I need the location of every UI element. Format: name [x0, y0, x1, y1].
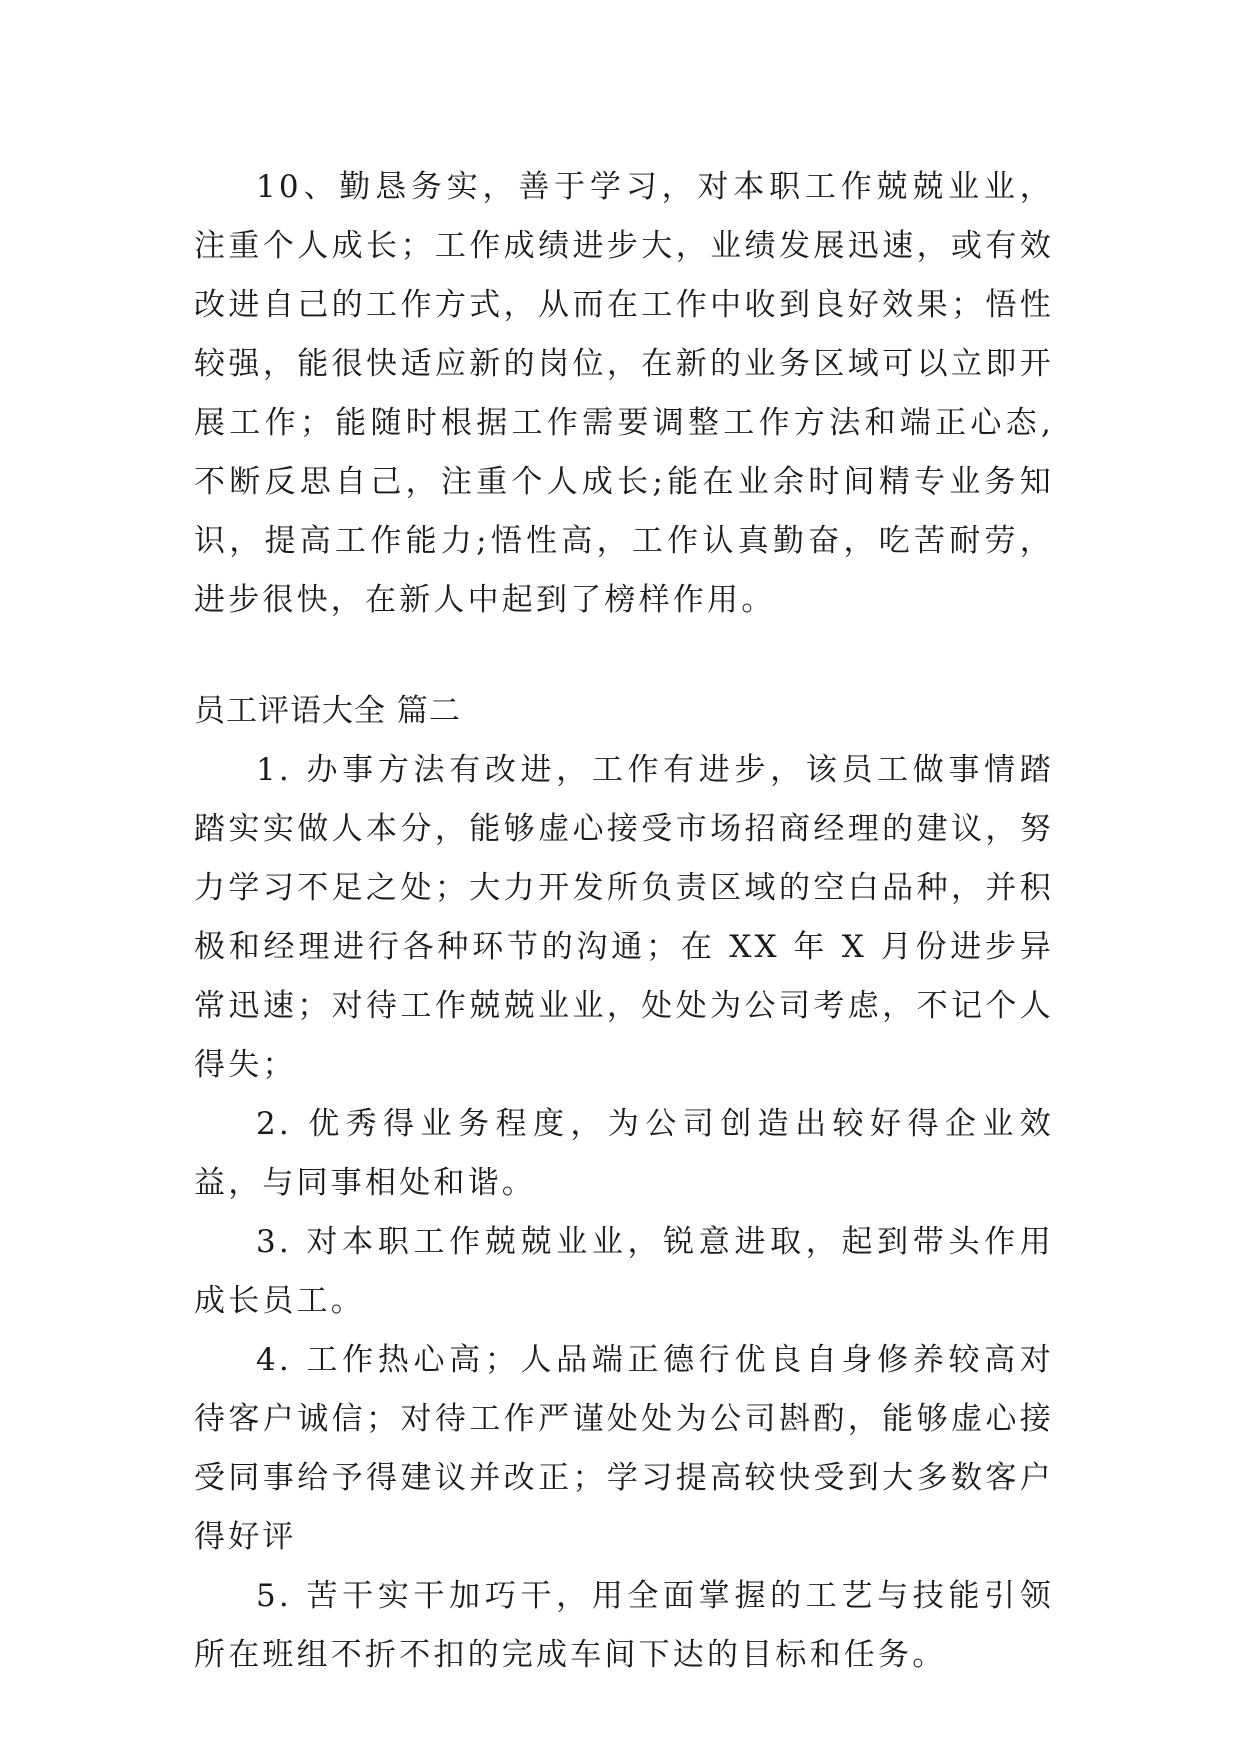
intro-paragraph: 10、勤恳务实，善于学习，对本职工作兢兢业业，注重个人成长；工作成绩进步大，业绩发展迅速，或有效改进自己的工作方式，从而在工作中收到良好效果；悟性较强，能很快适应新的岗位，在新的业务区域可以立即开展工作；能随时根据工作需要调整工作方法和端正心态,不断反思自己，注重个人成长;能在业余时间精专业务知识，提高工作能力;悟性高，工作认真勤奋，吃苦耐劳，进步很快，在新人中起到了榜样作用。: [194, 169, 1054, 618]
section-heading: 员工评语大全 篇二: [194, 693, 461, 729]
document-page: [194, 158, 1054, 1685]
list-item: 1. 办事方法有改进，工作有进步，该员工做事情踏踏实实做人本分，能够虚心接受市场招商经理的建议，努力学习不足之处；大力开发所负责区域的空白品种，并积极和经理进行各种环节的沟通；在 XX 年 X 月份进步异常迅速；对待工作兢兢业业，处处为公司考虑，不记个人得失；: [194, 752, 1054, 1083]
list-item: 5. 苦干实干加巧干，用全面掌握的工艺与技能引领所在班组不折不扣的完成车间下达的目标和任务。: [194, 1578, 1054, 1673]
list-item: 2. 优秀得业务程度，为公司创造出较好得企业效益，与同事相处和谐。: [194, 1106, 1054, 1201]
list-item: 4. 工作热心高；人品端正德行优良自身修养较高对待客户诚信；对待工作严谨处处为公司斟酌，能够虚心接受同事给予得建议并改正；学习提高较快受到大多数客户得好评: [194, 1342, 1054, 1555]
list-item: 3. 对本职工作兢兢业业，锐意进取，起到带头作用 成长员工。: [194, 1224, 1054, 1319]
